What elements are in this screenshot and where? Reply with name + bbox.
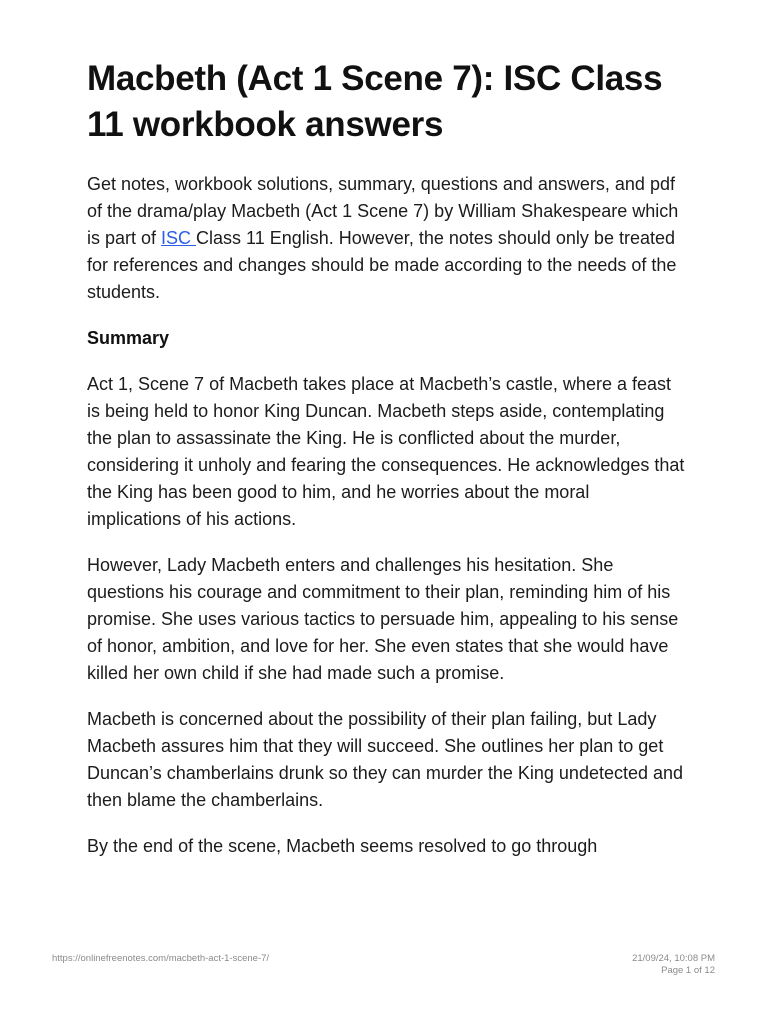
page-title: Macbeth (Act 1 Scene 7): ISC Class 11 workbook answers xyxy=(87,59,663,144)
document-page xyxy=(87,56,687,860)
summary-paragraph: Macbeth is concerned about the possibility of their plan failing, but Lady Macbeth assures him that they will succeed. She outlines her plan to get Duncan’s chamberlains drunk so they can murder the King undetected and then blame the chamberlains. xyxy=(87,709,684,810)
intro-text-before-link: Get notes, workbook solutions, summary, questions and answers, and pdf of the drama/play Macbeth (Act 1 Scene 7) by William Shakespeare which is part of xyxy=(87,174,679,248)
isc-link[interactable]: ISC xyxy=(161,228,197,248)
intro-text-after-link: Class 11 English. However, the notes should only be treated for references and changes should be made according to the needs of the students. xyxy=(87,228,677,302)
summary-paragraph: Act 1, Scene 7 of Macbeth takes place at Macbeth’s castle, where a feast is being held to honor King Duncan. Macbeth steps aside, contemplating the plan to assassinate the King. He is conflicted about the murder, considering it unholy and fearing the consequences. He acknowledges that the King has been good to him, and he worries about the moral implications of his actions. xyxy=(87,374,685,529)
intro-paragraph xyxy=(87,171,687,306)
summary-paragraph: However, Lady Macbeth enters and challenges his hesitation. She questions his courage and commitment to their plan, reminding him of his promise. She uses various tactics to persuade him, appealing to his sense of honor, ambition, and love for her. She even states that she would have killed her own child if she had made such a promise. xyxy=(87,555,679,683)
footer-page-number: Page 1 of 12 xyxy=(661,965,715,976)
footer-datetime: 21/09/24, 10:08 PM xyxy=(632,953,715,964)
summary-paragraph: By the end of the scene, Macbeth seems resolved to go through xyxy=(87,836,598,856)
footer-url: https://onlinefreenotes.com/macbeth-act-1-scene-7/ xyxy=(52,953,270,964)
footer-meta xyxy=(632,953,715,977)
summary-heading: Summary xyxy=(87,328,170,348)
